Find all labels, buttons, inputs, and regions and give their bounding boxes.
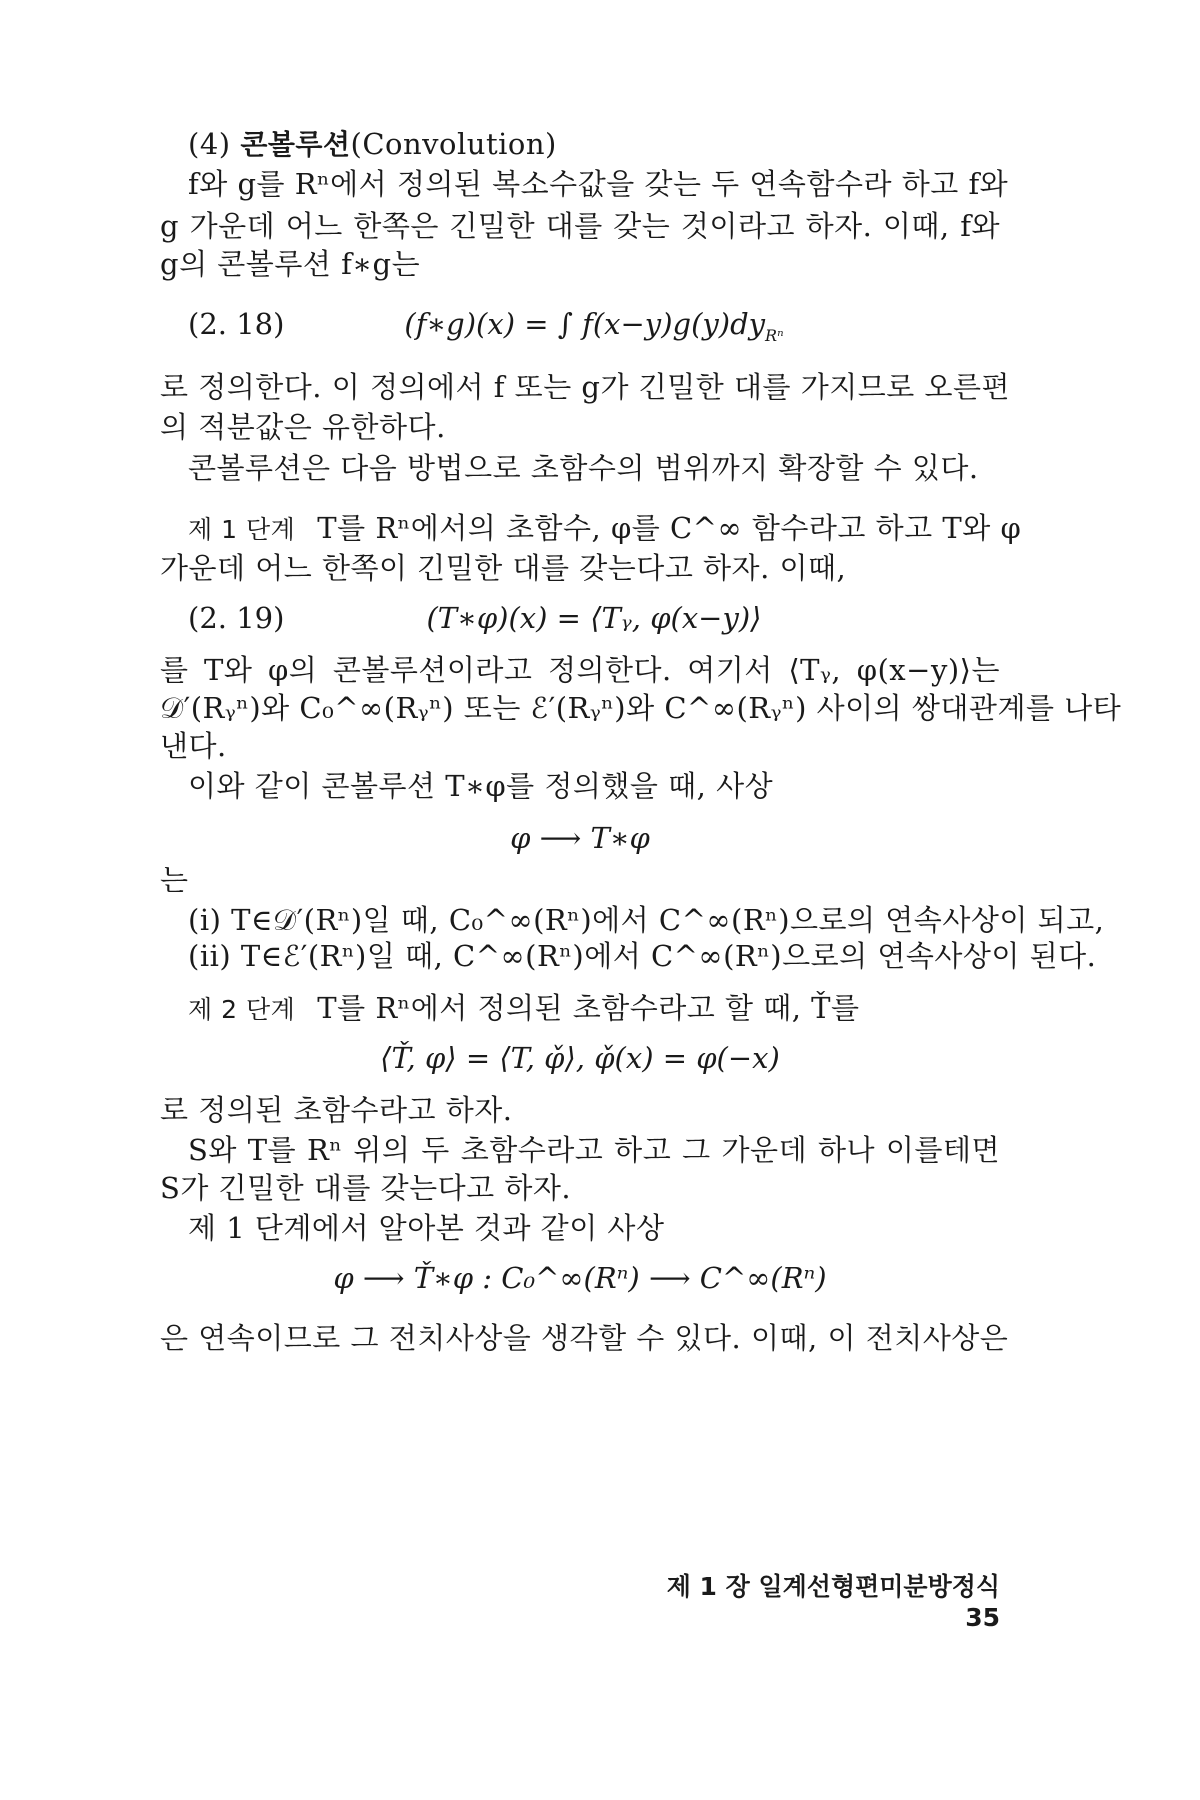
- paragraph5: 이와 같이 콘볼루션 T∗φ를 정의했을 때, 사상: [188, 769, 774, 803]
- running-footer: [600, 1567, 1000, 1632]
- paragraph6: 는: [160, 863, 189, 897]
- paragraph1-line: g의 콘볼루션 f∗g는: [160, 247, 421, 281]
- section-title-korean: 콘볼루션: [240, 128, 351, 161]
- section-heading: [188, 124, 1000, 165]
- equation-number: (2. 19): [188, 601, 285, 635]
- paragraph3: 콘볼루션은 다음 방법으로 초함수의 범위까지 확장할 수 있다.: [188, 451, 979, 485]
- equation-expression: (f∗g)(x) = ∫ f(x−y)g(y)dy: [404, 307, 766, 341]
- equation-number: (2. 18): [188, 307, 285, 341]
- paragraph4-line: 𝒟′(Rᵧⁿ)와 C₀^∞(Rᵧⁿ) 또는 ℰ′(Rᵧⁿ)와 C^∞(Rᵧⁿ) 사이의 쌍대관계를 나타: [160, 691, 1122, 725]
- equation-2-18: [188, 302, 1000, 346]
- paragraph2-line: 로 정의한다. 이 정의에서 f 또는 g가 긴밀한 대를 가지므로 오른편: [160, 370, 1011, 404]
- section-number: (4): [188, 127, 231, 161]
- paragraph1-line: f와 g를 Rⁿ에서 정의된 복소수값을 갖는 두 연속함수라 하고 f와: [188, 167, 1009, 201]
- paragraph10: 은 연속이므로 그 전치사상을 생각할 수 있다. 이때, 이 전치사상은: [160, 1321, 1009, 1355]
- integral-domain: Rⁿ: [765, 325, 784, 345]
- mapping-expression: φ ⟶ T∗φ: [510, 821, 650, 855]
- equation-2-19: [188, 596, 1000, 640]
- step2-label: 제 2 단계: [188, 995, 296, 1024]
- step1-line: [188, 508, 1022, 550]
- case-item: (i) T∈𝒟′(Rⁿ)일 때, C₀^∞(Rⁿ)에서 C^∞(Rⁿ)으로의 연속사상이 되고,: [188, 903, 1105, 937]
- step1-label: 제 1 단계: [188, 515, 296, 544]
- paragraph8-line: S와 T를 Rⁿ 위의 두 초함수라고 하고 그 가운데 하나 이를테면: [188, 1133, 1000, 1167]
- check-definition: ⟨Ť, φ⟩ = ⟨T, φ̌⟩, φ̌(x) = φ(−x): [380, 1041, 780, 1075]
- paragraph4-line: 낸다.: [160, 729, 227, 763]
- step2-text: T를 Rⁿ에서 정의된 초함수라고 할 때, Ť를: [317, 991, 860, 1025]
- step1-line: 가운데 어느 한쪽이 긴밀한 대를 갖는다고 하자. 이때,: [160, 551, 847, 585]
- paragraph9: 제 1 단계에서 알아본 것과 같이 사상: [188, 1211, 665, 1245]
- paragraph8-line: S가 긴밀한 대를 갖는다고 하자.: [160, 1171, 572, 1205]
- mapping-expression: φ ⟶ Ť∗φ : C₀^∞(Rⁿ) ⟶ C^∞(Rⁿ): [333, 1261, 827, 1295]
- case-item: (ii) T∈ℰ′(Rⁿ)일 때, C^∞(Rⁿ)에서 C^∞(Rⁿ)으로의 연속사상이 된다.: [188, 939, 1097, 973]
- step1-text: T를 Rⁿ에서의 초함수, φ를 C^∞ 함수라고 하고 T와 φ: [317, 511, 1022, 545]
- chapter-title: 제 1 장 일계선형편미분방정식: [666, 1572, 1000, 1601]
- page-number: 35: [965, 1603, 1000, 1632]
- paragraph1-line: g 가운데 어느 한쪽은 긴밀한 대를 갖는 것이라고 하자. 이때, f와: [160, 209, 1000, 243]
- step2-line: [188, 988, 1000, 1030]
- section-title-english: (Convolution): [350, 127, 557, 161]
- paragraph2-line: 의 적분값은 유한하다.: [160, 410, 446, 444]
- paragraph7: 로 정의된 초함수라고 하자.: [160, 1093, 513, 1127]
- paragraph4-line: 를 T와 φ의 콘볼루션이라고 정의한다. 여기서 ⟨Tᵧ, φ(x−y)⟩는: [160, 653, 1000, 687]
- equation-expression: (T∗φ)(x) = ⟨Tᵧ, φ(x−y)⟩: [426, 601, 762, 635]
